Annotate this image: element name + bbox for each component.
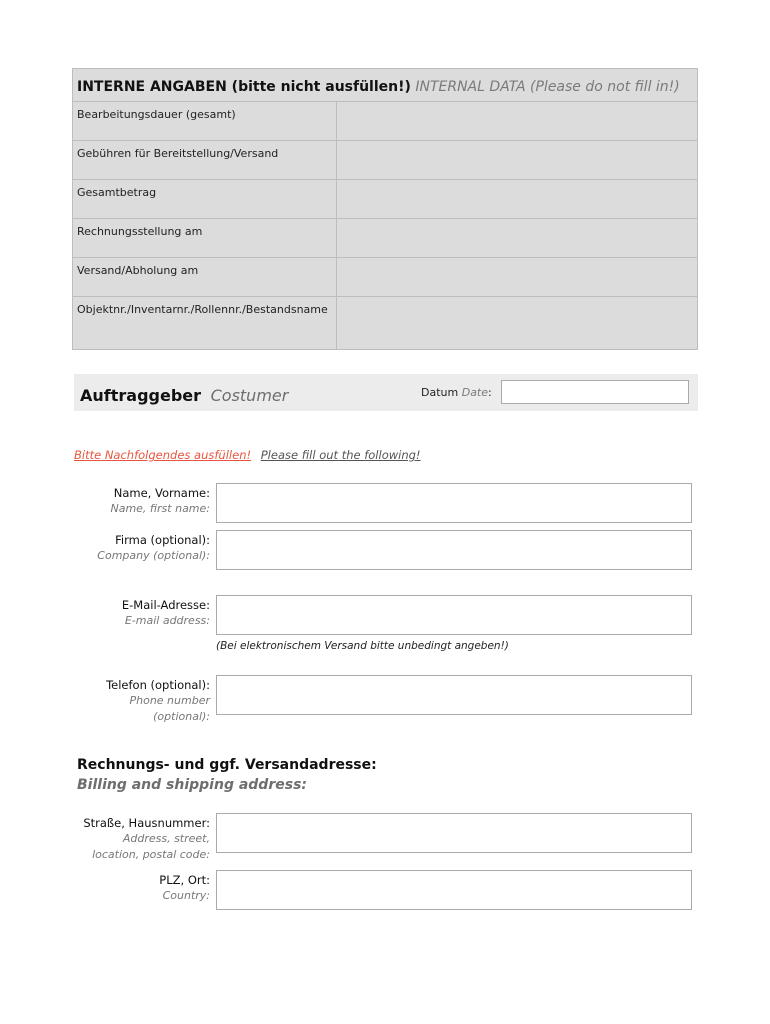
phone-field[interactable] <box>216 675 692 715</box>
row-label-processing-time: Bearbeitungsdauer (gesamt) <box>73 102 337 141</box>
street-label-de: Straße, Hausnummer: <box>83 816 210 830</box>
email-label-en: E-mail address: <box>124 614 210 627</box>
date-label-en: Date <box>461 386 489 399</box>
city-label-en: Country: <box>162 889 210 902</box>
date-label-de: Datum <box>421 386 459 399</box>
row-value-total <box>337 180 698 219</box>
billing-section-title <box>77 755 377 795</box>
name-label <box>110 485 210 517</box>
name-label-de: Name, Vorname: <box>113 486 210 500</box>
email-field[interactable] <box>216 595 692 635</box>
internal-data-header <box>73 69 698 102</box>
city-label-de: PLZ, Ort: <box>159 873 210 887</box>
instructions-en: Please fill out the following! <box>260 448 421 462</box>
customer-title-de: Auftraggeber <box>80 386 202 405</box>
company-label-de: Firma (optional): <box>115 533 210 547</box>
name-field[interactable] <box>216 483 692 523</box>
phone-label-en-2: (optional): <box>153 710 210 723</box>
row-value-processing-time <box>337 102 698 141</box>
company-label <box>97 532 210 564</box>
row-value-fees <box>337 141 698 180</box>
row-label-shipping-date: Versand/Abholung am <box>73 258 337 297</box>
internal-title-en: INTERNAL DATA (Please do not fill in!) <box>415 79 680 95</box>
billing-title-de: Rechnungs- und ggf. Versandadresse: <box>77 757 377 773</box>
company-label-en: Company (optional): <box>97 549 210 562</box>
internal-title-de: INTERNE ANGABEN (bitte nicht ausfüllen!) <box>77 79 411 95</box>
city-field[interactable] <box>216 870 692 910</box>
row-value-object-number <box>337 297 698 350</box>
customer-title <box>80 386 288 405</box>
phone-label-en-1: Phone number <box>129 694 210 707</box>
fill-instructions <box>74 448 421 462</box>
customer-header-bar <box>74 374 698 411</box>
row-label-invoice-date: Rechnungsstellung am <box>73 219 337 258</box>
date-label <box>421 386 492 399</box>
name-label-en: Name, first name: <box>110 502 210 515</box>
row-value-shipping-date <box>337 258 698 297</box>
date-label-colon: : <box>488 386 492 399</box>
instructions-de: Bitte Nachfolgendes ausfüllen! <box>74 448 252 462</box>
phone-label <box>106 677 210 725</box>
street-field[interactable] <box>216 813 692 853</box>
street-label <box>83 815 210 863</box>
billing-title-en: Billing and shipping address: <box>77 777 307 793</box>
row-label-fees: Gebühren für Bereitstellung/Versand <box>73 141 337 180</box>
street-label-en-1: Address, street, <box>122 832 210 845</box>
email-note: (Bei elektronischem Versand bitte unbedingt angeben!) <box>216 640 509 652</box>
row-label-object-number: Objektnr./Inventarnr./Rollennr./Bestandsname <box>73 297 337 350</box>
row-label-total: Gesamtbetrag <box>73 180 337 219</box>
company-field[interactable] <box>216 530 692 570</box>
email-label-de: E-Mail-Adresse: <box>121 598 210 612</box>
phone-label-de: Telefon (optional): <box>106 678 210 692</box>
email-label <box>122 597 210 629</box>
row-value-invoice-date <box>337 219 698 258</box>
city-label <box>159 872 210 904</box>
customer-title-en: Costumer <box>210 386 289 405</box>
date-field[interactable] <box>501 380 689 404</box>
internal-data-table <box>72 68 698 350</box>
street-label-en-2: location, postal code: <box>92 848 210 861</box>
